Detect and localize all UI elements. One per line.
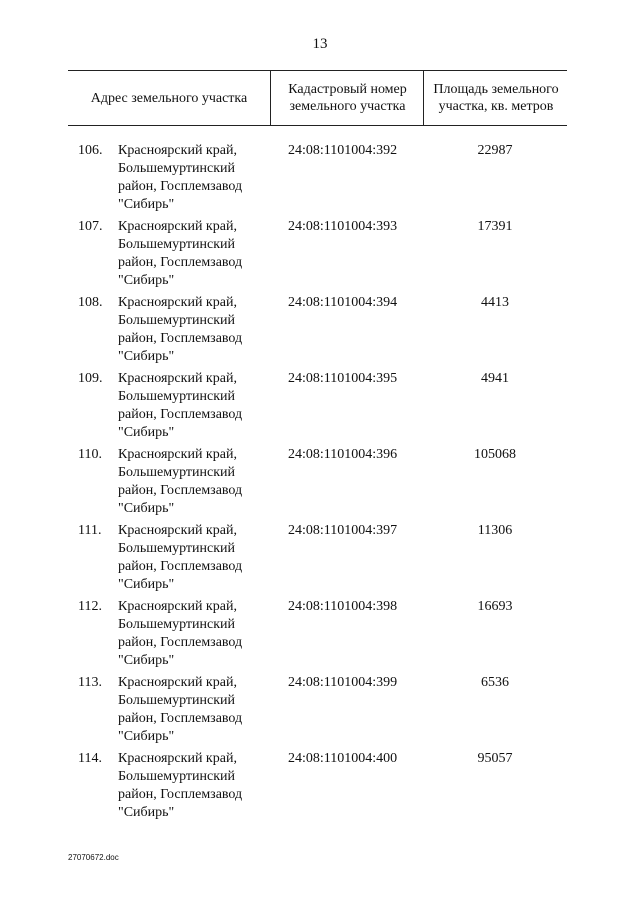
table-row: [0, 522, 640, 598]
row-area: 16693: [477, 599, 513, 614]
header-address: Адрес земельного участка: [90, 90, 248, 106]
table-row: [0, 674, 640, 750]
row-number: 111.: [78, 523, 102, 538]
row-cadastral-number: 24:08:1101004:397: [288, 523, 398, 538]
table-row: [0, 598, 640, 674]
row-area: 4941: [481, 371, 509, 386]
table-row: [0, 218, 640, 294]
row-number: 109.: [78, 371, 103, 386]
row-address: Красноярский край, Большемуртинский район, Госплемзавод "Сибирь": [118, 599, 243, 668]
row-cadastral-number: 24:08:1101004:399: [288, 675, 398, 690]
document-file-code: 27070672.doc: [68, 853, 119, 862]
table-row: [0, 446, 640, 522]
row-number: 112.: [78, 599, 102, 614]
table-row: [0, 142, 640, 218]
table-row: [0, 370, 640, 446]
row-address: Красноярский край, Большемуртинский район, Госплемзавод "Сибирь": [118, 371, 243, 440]
table-row: [0, 294, 640, 370]
row-area: 22987: [477, 143, 513, 158]
header-cadastral-number: Кадастровый номер земельного участка: [270, 71, 424, 125]
table-row: [0, 750, 640, 826]
row-address: Красноярский край, Большемуртинский район, Госплемзавод "Сибирь": [118, 295, 243, 364]
row-number: 107.: [78, 219, 103, 234]
row-cadastral-number: 24:08:1101004:398: [288, 599, 398, 614]
row-cadastral-number: 24:08:1101004:400: [288, 751, 398, 766]
row-number: 113.: [78, 675, 102, 690]
table-header: [68, 70, 567, 126]
row-cadastral-number: 24:08:1101004:393: [288, 219, 398, 234]
row-number: 106.: [78, 143, 103, 158]
row-area: 17391: [477, 219, 513, 234]
row-area: 95057: [477, 751, 513, 766]
page-number: 13: [312, 36, 328, 52]
row-area: 105068: [474, 447, 516, 462]
row-area: 6536: [481, 675, 509, 690]
row-address: Красноярский край, Большемуртинский район, Госплемзавод "Сибирь": [118, 523, 243, 592]
row-address: Красноярский край, Большемуртинский район, Госплемзавод "Сибирь": [118, 751, 243, 820]
header-area: Площадь земельного участка, кв. метров: [423, 71, 568, 125]
row-address: Красноярский край, Большемуртинский район, Госплемзавод "Сибирь": [118, 143, 243, 212]
row-cadastral-number: 24:08:1101004:395: [288, 371, 398, 386]
row-area: 4413: [481, 295, 509, 310]
row-address: Красноярский край, Большемуртинский район, Госплемзавод "Сибирь": [118, 447, 243, 516]
row-area: 11306: [477, 523, 513, 538]
row-number: 108.: [78, 295, 103, 310]
row-cadastral-number: 24:08:1101004:396: [288, 447, 398, 462]
row-number: 114.: [78, 751, 102, 766]
row-address: Красноярский край, Большемуртинский район, Госплемзавод "Сибирь": [118, 675, 243, 744]
row-number: 110.: [78, 447, 102, 462]
row-cadastral-number: 24:08:1101004:392: [288, 143, 398, 158]
row-address: Красноярский край, Большемуртинский район, Госплемзавод "Сибирь": [118, 219, 243, 288]
row-cadastral-number: 24:08:1101004:394: [288, 295, 398, 310]
